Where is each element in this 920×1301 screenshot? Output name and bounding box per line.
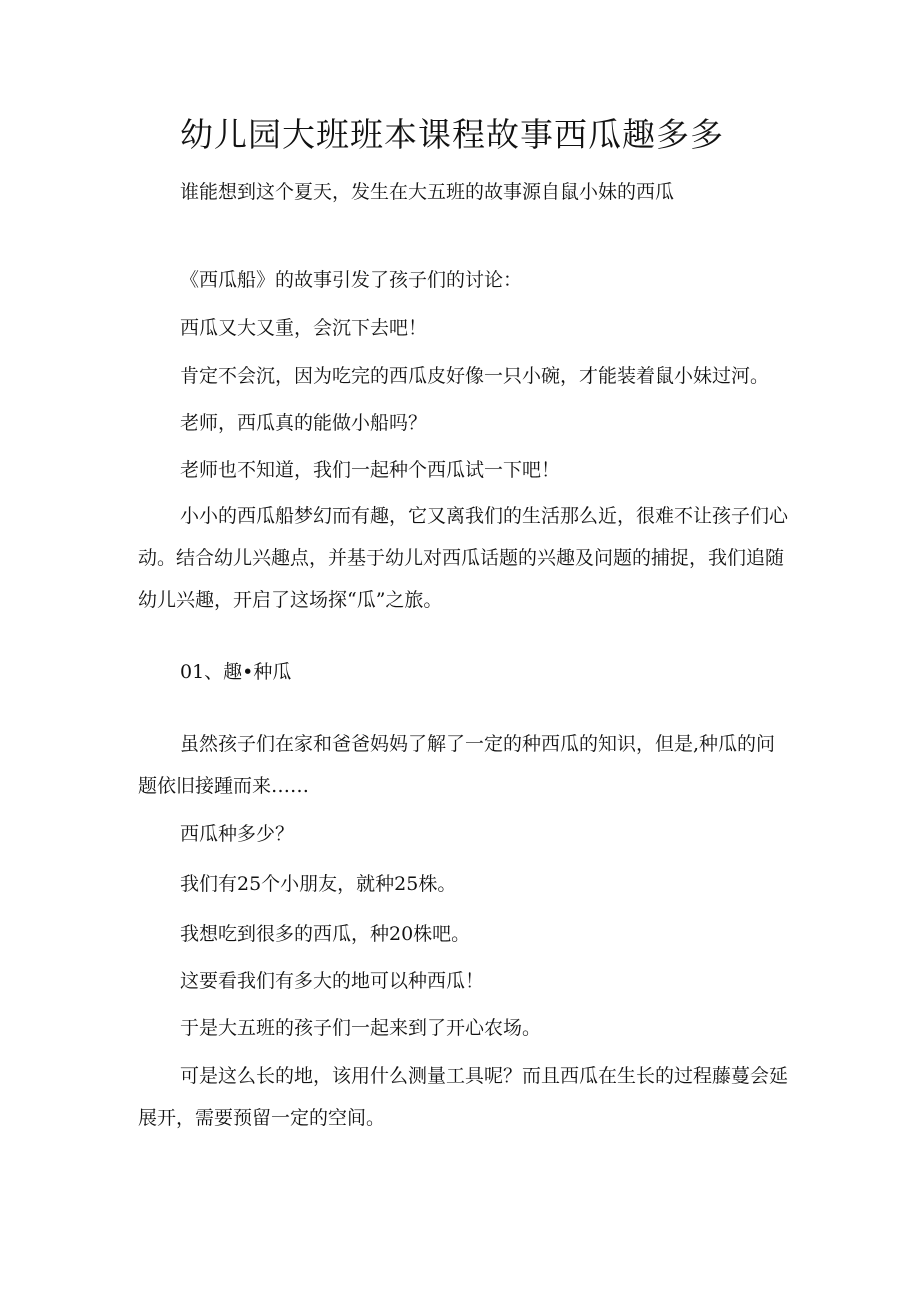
paragraph-block-9 <box>138 870 790 898</box>
paragraph-block-13 <box>138 1062 790 1139</box>
paragraph-block-8 <box>138 820 790 848</box>
paragraph: 我们有25个小朋友，就种25株。 <box>180 873 457 895</box>
paragraph-block-6 <box>138 502 790 621</box>
paragraph-block-1 <box>138 266 790 294</box>
paragraph-block-5 <box>138 456 790 484</box>
paragraph-block-10 <box>138 920 790 948</box>
paragraph: 小小的西瓜船梦幻而有趣，它又离我们的生活那么近，很难不让孩子们心动。结合幼儿兴趣点，并基于幼儿对西瓜话题的兴趣及问题的捕捉，我们追随幼儿兴趣，开启了这场探“瓜”之旅。 <box>138 505 789 611</box>
document-title: 幼儿园大班班本课程故事西瓜趣多多 <box>180 115 724 154</box>
paragraph: 老师，西瓜真的能做小船吗？ <box>180 412 428 434</box>
paragraph-block-2 <box>138 314 790 342</box>
paragraph-block-3 <box>138 362 790 390</box>
document-subtitle: 谁能想到这个夏天，发生在大五班的故事源自鼠小妹的西瓜 <box>180 181 675 203</box>
paragraph: 西瓜又大又重，会沉下去吧！ <box>180 317 428 339</box>
paragraph: 肯定不会沉，因为吃完的西瓜皮好像一只小碗，才能装着鼠小妹过河。 <box>180 365 770 387</box>
paragraph-block-11 <box>138 967 790 995</box>
paragraph: 虽然孩子们在家和爸爸妈妈了解了一定的种西瓜的知识，但是,种瓜的问题依旧接踵而来…… <box>138 733 776 797</box>
paragraph-block-7 <box>138 730 790 807</box>
paragraph-block-4 <box>138 409 790 437</box>
paragraph: 西瓜种多少？ <box>180 823 295 845</box>
paragraph: 《西瓜船》的故事引发了孩子们的讨论： <box>180 269 523 291</box>
paragraph: 我想吃到很多的西瓜，种20株吧。 <box>180 923 471 945</box>
section-heading: 01、趣•种瓜 <box>180 661 292 683</box>
section-heading-block <box>138 658 790 686</box>
paragraph: 老师也不知道，我们一起种个西瓜试一下吧！ <box>180 459 561 481</box>
paragraph: 可是这么长的地，该用什么测量工具呢？而且西瓜在生长的过程藤蔓会延展开，需要预留一定的空间。 <box>138 1065 789 1129</box>
paragraph: 这要看我们有多大的地可以种西瓜！ <box>180 970 485 992</box>
paragraph-block-12 <box>138 1014 790 1042</box>
paragraph: 于是大五班的孩子们一起来到了开心农场。 <box>180 1017 542 1039</box>
